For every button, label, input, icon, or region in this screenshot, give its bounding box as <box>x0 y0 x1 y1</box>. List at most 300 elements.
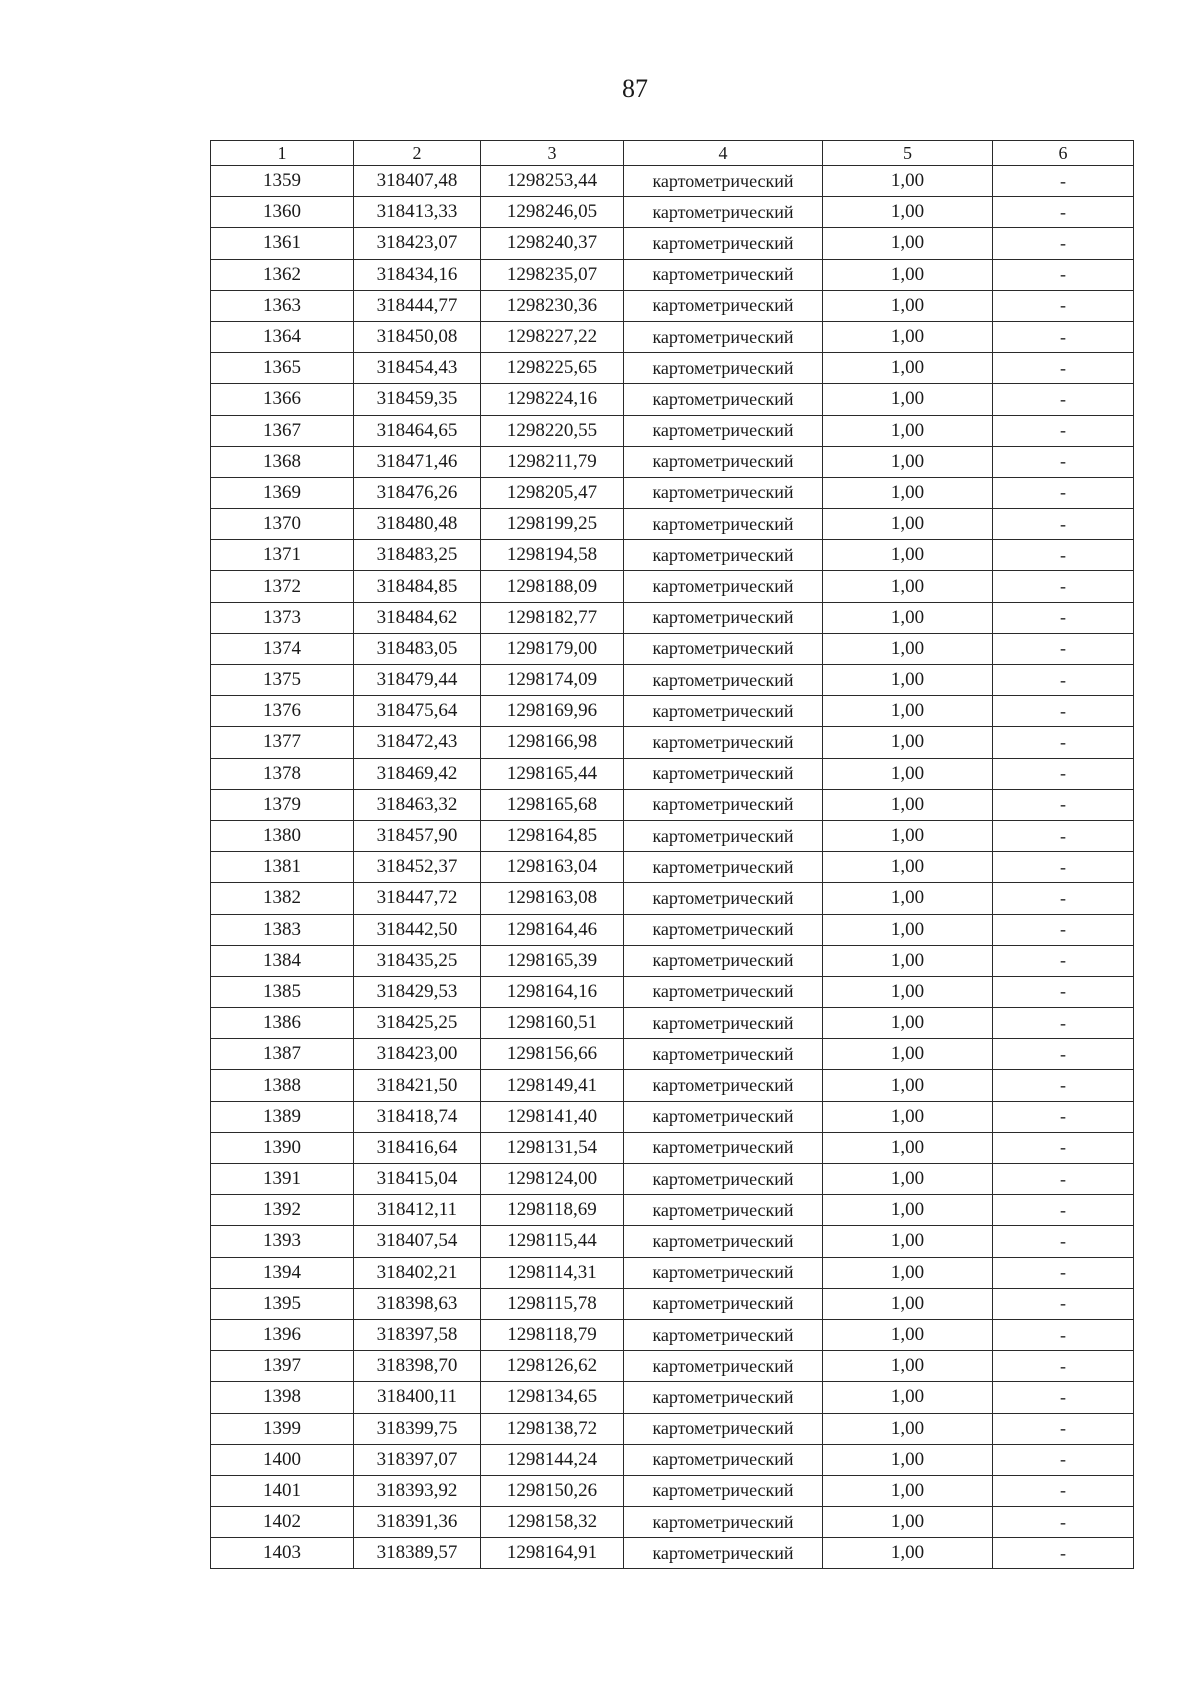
x-coordinate-cell: 318483,05 <box>354 633 481 664</box>
note-cell: - <box>993 758 1134 789</box>
accuracy-cell: 1,00 <box>823 1039 993 1070</box>
point-number-cell: 1383 <box>211 914 354 945</box>
accuracy-cell: 1,00 <box>823 415 993 446</box>
y-coordinate-cell: 1298169,96 <box>481 696 624 727</box>
method-cell: картометрический <box>624 1475 823 1506</box>
point-number-cell: 1369 <box>211 477 354 508</box>
table-row <box>211 1101 1134 1132</box>
point-number-cell: 1384 <box>211 945 354 976</box>
method-cell: картометрический <box>624 415 823 446</box>
accuracy-cell: 1,00 <box>823 1413 993 1444</box>
note-cell: - <box>993 820 1134 851</box>
table-row <box>211 1475 1134 1506</box>
table-row <box>211 789 1134 820</box>
note-cell: - <box>993 1195 1134 1226</box>
coordinates-table <box>210 140 1134 1569</box>
y-coordinate-cell: 1298205,47 <box>481 477 624 508</box>
x-coordinate-cell: 318429,53 <box>354 976 481 1007</box>
method-cell: картометрический <box>624 696 823 727</box>
point-number-cell: 1379 <box>211 789 354 820</box>
table-row <box>211 384 1134 415</box>
table-row <box>211 540 1134 571</box>
table-row <box>211 259 1134 290</box>
accuracy-cell: 1,00 <box>823 914 993 945</box>
point-number-cell: 1377 <box>211 727 354 758</box>
x-coordinate-cell: 318402,21 <box>354 1257 481 1288</box>
note-cell: - <box>993 602 1134 633</box>
point-number-cell: 1395 <box>211 1288 354 1319</box>
point-number-cell: 1386 <box>211 1008 354 1039</box>
note-cell: - <box>993 446 1134 477</box>
note-cell: - <box>993 477 1134 508</box>
table-row <box>211 166 1134 197</box>
accuracy-cell: 1,00 <box>823 1101 993 1132</box>
point-number-cell: 1399 <box>211 1413 354 1444</box>
y-coordinate-cell: 1298179,00 <box>481 633 624 664</box>
note-cell: - <box>993 259 1134 290</box>
method-cell: картометрический <box>624 1195 823 1226</box>
accuracy-cell: 1,00 <box>823 477 993 508</box>
accuracy-cell: 1,00 <box>823 852 993 883</box>
accuracy-cell: 1,00 <box>823 353 993 384</box>
x-coordinate-cell: 318418,74 <box>354 1101 481 1132</box>
y-coordinate-cell: 1298118,79 <box>481 1319 624 1350</box>
note-cell: - <box>993 509 1134 540</box>
point-number-cell: 1361 <box>211 228 354 259</box>
note-cell: - <box>993 1319 1134 1350</box>
table-row <box>211 509 1134 540</box>
note-cell: - <box>993 945 1134 976</box>
point-number-cell: 1385 <box>211 976 354 1007</box>
note-cell: - <box>993 789 1134 820</box>
method-cell: картометрический <box>624 883 823 914</box>
table-header-row <box>211 141 1134 166</box>
column-header: 6 <box>993 141 1134 166</box>
method-cell: картометрический <box>624 353 823 384</box>
y-coordinate-cell: 1298144,24 <box>481 1444 624 1475</box>
y-coordinate-cell: 1298230,36 <box>481 290 624 321</box>
y-coordinate-cell: 1298253,44 <box>481 166 624 197</box>
point-number-cell: 1401 <box>211 1475 354 1506</box>
point-number-cell: 1370 <box>211 509 354 540</box>
point-number-cell: 1366 <box>211 384 354 415</box>
method-cell: картометрический <box>624 384 823 415</box>
x-coordinate-cell: 318479,44 <box>354 665 481 696</box>
x-coordinate-cell: 318463,32 <box>354 789 481 820</box>
accuracy-cell: 1,00 <box>823 1444 993 1475</box>
x-coordinate-cell: 318447,72 <box>354 883 481 914</box>
point-number-cell: 1360 <box>211 197 354 228</box>
method-cell: картометрический <box>624 1382 823 1413</box>
x-coordinate-cell: 318469,42 <box>354 758 481 789</box>
table-body <box>211 166 1134 1569</box>
point-number-cell: 1387 <box>211 1039 354 1070</box>
table-row <box>211 1288 1134 1319</box>
table-row <box>211 1382 1134 1413</box>
table-row <box>211 633 1134 664</box>
x-coordinate-cell: 318444,77 <box>354 290 481 321</box>
note-cell: - <box>993 1226 1134 1257</box>
table-row <box>211 571 1134 602</box>
x-coordinate-cell: 318413,33 <box>354 197 481 228</box>
note-cell: - <box>993 1164 1134 1195</box>
note-cell: - <box>993 852 1134 883</box>
y-coordinate-cell: 1298149,41 <box>481 1070 624 1101</box>
y-coordinate-cell: 1298141,40 <box>481 1101 624 1132</box>
accuracy-cell: 1,00 <box>823 290 993 321</box>
point-number-cell: 1363 <box>211 290 354 321</box>
note-cell: - <box>993 415 1134 446</box>
accuracy-cell: 1,00 <box>823 976 993 1007</box>
y-coordinate-cell: 1298138,72 <box>481 1413 624 1444</box>
point-number-cell: 1371 <box>211 540 354 571</box>
table-row <box>211 945 1134 976</box>
y-coordinate-cell: 1298156,66 <box>481 1039 624 1070</box>
y-coordinate-cell: 1298164,16 <box>481 976 624 1007</box>
accuracy-cell: 1,00 <box>823 945 993 976</box>
note-cell: - <box>993 1475 1134 1506</box>
x-coordinate-cell: 318398,63 <box>354 1288 481 1319</box>
table-row <box>211 1132 1134 1163</box>
note-cell: - <box>993 1070 1134 1101</box>
method-cell: картометрический <box>624 1288 823 1319</box>
method-cell: картометрический <box>624 602 823 633</box>
point-number-cell: 1398 <box>211 1382 354 1413</box>
note-cell: - <box>993 353 1134 384</box>
column-header: 5 <box>823 141 993 166</box>
table-row <box>211 1413 1134 1444</box>
x-coordinate-cell: 318452,37 <box>354 852 481 883</box>
x-coordinate-cell: 318397,58 <box>354 1319 481 1350</box>
method-cell: картометрический <box>624 1444 823 1475</box>
table-row <box>211 1507 1134 1538</box>
point-number-cell: 1388 <box>211 1070 354 1101</box>
x-coordinate-cell: 318457,90 <box>354 820 481 851</box>
note-cell: - <box>993 976 1134 1007</box>
accuracy-cell: 1,00 <box>823 602 993 633</box>
accuracy-cell: 1,00 <box>823 1257 993 1288</box>
method-cell: картометрический <box>624 1351 823 1382</box>
y-coordinate-cell: 1298225,65 <box>481 353 624 384</box>
method-cell: картометрический <box>624 727 823 758</box>
point-number-cell: 1389 <box>211 1101 354 1132</box>
x-coordinate-cell: 318397,07 <box>354 1444 481 1475</box>
table-row <box>211 1444 1134 1475</box>
x-coordinate-cell: 318475,64 <box>354 696 481 727</box>
method-cell: картометрический <box>624 1039 823 1070</box>
note-cell: - <box>993 914 1134 945</box>
table-row <box>211 415 1134 446</box>
accuracy-cell: 1,00 <box>823 1382 993 1413</box>
y-coordinate-cell: 1298194,58 <box>481 540 624 571</box>
point-number-cell: 1375 <box>211 665 354 696</box>
y-coordinate-cell: 1298163,04 <box>481 852 624 883</box>
x-coordinate-cell: 318434,16 <box>354 259 481 290</box>
method-cell: картометрический <box>624 259 823 290</box>
y-coordinate-cell: 1298240,37 <box>481 228 624 259</box>
table-row <box>211 758 1134 789</box>
method-cell: картометрический <box>624 321 823 352</box>
table-row <box>211 1164 1134 1195</box>
table-row <box>211 1195 1134 1226</box>
note-cell: - <box>993 727 1134 758</box>
method-cell: картометрический <box>624 1226 823 1257</box>
column-header: 3 <box>481 141 624 166</box>
accuracy-cell: 1,00 <box>823 509 993 540</box>
accuracy-cell: 1,00 <box>823 727 993 758</box>
accuracy-cell: 1,00 <box>823 166 993 197</box>
x-coordinate-cell: 318435,25 <box>354 945 481 976</box>
accuracy-cell: 1,00 <box>823 446 993 477</box>
accuracy-cell: 1,00 <box>823 665 993 696</box>
accuracy-cell: 1,00 <box>823 1226 993 1257</box>
accuracy-cell: 1,00 <box>823 1538 993 1569</box>
method-cell: картометрический <box>624 477 823 508</box>
accuracy-cell: 1,00 <box>823 1319 993 1350</box>
x-coordinate-cell: 318471,46 <box>354 446 481 477</box>
point-number-cell: 1403 <box>211 1538 354 1569</box>
note-cell: - <box>993 1382 1134 1413</box>
note-cell: - <box>993 883 1134 914</box>
point-number-cell: 1376 <box>211 696 354 727</box>
table-row <box>211 446 1134 477</box>
x-coordinate-cell: 318423,00 <box>354 1039 481 1070</box>
y-coordinate-cell: 1298227,22 <box>481 321 624 352</box>
accuracy-cell: 1,00 <box>823 696 993 727</box>
y-coordinate-cell: 1298115,44 <box>481 1226 624 1257</box>
point-number-cell: 1400 <box>211 1444 354 1475</box>
method-cell: картометрический <box>624 540 823 571</box>
point-number-cell: 1362 <box>211 259 354 290</box>
accuracy-cell: 1,00 <box>823 259 993 290</box>
x-coordinate-cell: 318480,48 <box>354 509 481 540</box>
method-cell: картометрический <box>624 197 823 228</box>
point-number-cell: 1392 <box>211 1195 354 1226</box>
y-coordinate-cell: 1298224,16 <box>481 384 624 415</box>
y-coordinate-cell: 1298165,44 <box>481 758 624 789</box>
x-coordinate-cell: 318393,92 <box>354 1475 481 1506</box>
table-row <box>211 353 1134 384</box>
accuracy-cell: 1,00 <box>823 633 993 664</box>
table-row <box>211 477 1134 508</box>
table-row <box>211 228 1134 259</box>
method-cell: картометрический <box>624 1101 823 1132</box>
x-coordinate-cell: 318389,57 <box>354 1538 481 1569</box>
note-cell: - <box>993 1507 1134 1538</box>
column-header: 1 <box>211 141 354 166</box>
x-coordinate-cell: 318476,26 <box>354 477 481 508</box>
y-coordinate-cell: 1298220,55 <box>481 415 624 446</box>
table-row <box>211 696 1134 727</box>
y-coordinate-cell: 1298124,00 <box>481 1164 624 1195</box>
accuracy-cell: 1,00 <box>823 820 993 851</box>
x-coordinate-cell: 318412,11 <box>354 1195 481 1226</box>
y-coordinate-cell: 1298134,65 <box>481 1382 624 1413</box>
x-coordinate-cell: 318415,04 <box>354 1164 481 1195</box>
note-cell: - <box>993 1351 1134 1382</box>
note-cell: - <box>993 1413 1134 1444</box>
table-row <box>211 1008 1134 1039</box>
method-cell: картометрический <box>624 1164 823 1195</box>
accuracy-cell: 1,00 <box>823 758 993 789</box>
point-number-cell: 1367 <box>211 415 354 446</box>
note-cell: - <box>993 1132 1134 1163</box>
y-coordinate-cell: 1298199,25 <box>481 509 624 540</box>
point-number-cell: 1391 <box>211 1164 354 1195</box>
method-cell: картометрический <box>624 852 823 883</box>
table-row <box>211 1257 1134 1288</box>
table-row <box>211 290 1134 321</box>
method-cell: картометрический <box>624 1507 823 1538</box>
accuracy-cell: 1,00 <box>823 197 993 228</box>
point-number-cell: 1373 <box>211 602 354 633</box>
y-coordinate-cell: 1298165,39 <box>481 945 624 976</box>
table-row <box>211 883 1134 914</box>
page-number: 87 <box>622 74 648 103</box>
y-coordinate-cell: 1298164,46 <box>481 914 624 945</box>
x-coordinate-cell: 318407,48 <box>354 166 481 197</box>
y-coordinate-cell: 1298118,69 <box>481 1195 624 1226</box>
accuracy-cell: 1,00 <box>823 789 993 820</box>
accuracy-cell: 1,00 <box>823 1475 993 1506</box>
table-row <box>211 820 1134 851</box>
accuracy-cell: 1,00 <box>823 1351 993 1382</box>
column-header: 2 <box>354 141 481 166</box>
x-coordinate-cell: 318391,36 <box>354 1507 481 1538</box>
method-cell: картометрический <box>624 976 823 1007</box>
x-coordinate-cell: 318442,50 <box>354 914 481 945</box>
method-cell: картометрический <box>624 758 823 789</box>
accuracy-cell: 1,00 <box>823 1164 993 1195</box>
note-cell: - <box>993 1538 1134 1569</box>
method-cell: картометрический <box>624 1413 823 1444</box>
y-coordinate-cell: 1298182,77 <box>481 602 624 633</box>
method-cell: картометрический <box>624 1538 823 1569</box>
y-coordinate-cell: 1298235,07 <box>481 259 624 290</box>
table-row <box>211 914 1134 945</box>
point-number-cell: 1397 <box>211 1351 354 1382</box>
method-cell: картометрический <box>624 509 823 540</box>
note-cell: - <box>993 571 1134 602</box>
point-number-cell: 1368 <box>211 446 354 477</box>
note-cell: - <box>993 321 1134 352</box>
method-cell: картометрический <box>624 789 823 820</box>
accuracy-cell: 1,00 <box>823 1008 993 1039</box>
accuracy-cell: 1,00 <box>823 1070 993 1101</box>
x-coordinate-cell: 318472,43 <box>354 727 481 758</box>
table-row <box>211 852 1134 883</box>
point-number-cell: 1380 <box>211 820 354 851</box>
accuracy-cell: 1,00 <box>823 883 993 914</box>
y-coordinate-cell: 1298165,68 <box>481 789 624 820</box>
method-cell: картометрический <box>624 633 823 664</box>
method-cell: картометрический <box>624 290 823 321</box>
note-cell: - <box>993 1008 1134 1039</box>
x-coordinate-cell: 318459,35 <box>354 384 481 415</box>
accuracy-cell: 1,00 <box>823 228 993 259</box>
x-coordinate-cell: 318398,70 <box>354 1351 481 1382</box>
x-coordinate-cell: 318407,54 <box>354 1226 481 1257</box>
y-coordinate-cell: 1298246,05 <box>481 197 624 228</box>
note-cell: - <box>993 197 1134 228</box>
x-coordinate-cell: 318423,07 <box>354 228 481 259</box>
note-cell: - <box>993 1101 1134 1132</box>
x-coordinate-cell: 318400,11 <box>354 1382 481 1413</box>
accuracy-cell: 1,00 <box>823 384 993 415</box>
table-row <box>211 1070 1134 1101</box>
point-number-cell: 1402 <box>211 1507 354 1538</box>
x-coordinate-cell: 318425,25 <box>354 1008 481 1039</box>
method-cell: картометрический <box>624 228 823 259</box>
point-number-cell: 1396 <box>211 1319 354 1350</box>
table-row <box>211 1538 1134 1569</box>
point-number-cell: 1378 <box>211 758 354 789</box>
method-cell: картометрический <box>624 820 823 851</box>
table-row <box>211 665 1134 696</box>
method-cell: картометрический <box>624 945 823 976</box>
y-coordinate-cell: 1298115,78 <box>481 1288 624 1319</box>
y-coordinate-cell: 1298126,62 <box>481 1351 624 1382</box>
x-coordinate-cell: 318483,25 <box>354 540 481 571</box>
accuracy-cell: 1,00 <box>823 1507 993 1538</box>
x-coordinate-cell: 318421,50 <box>354 1070 481 1101</box>
accuracy-cell: 1,00 <box>823 540 993 571</box>
method-cell: картометрический <box>624 446 823 477</box>
point-number-cell: 1393 <box>211 1226 354 1257</box>
point-number-cell: 1365 <box>211 353 354 384</box>
x-coordinate-cell: 318454,43 <box>354 353 481 384</box>
y-coordinate-cell: 1298131,54 <box>481 1132 624 1163</box>
y-coordinate-cell: 1298164,91 <box>481 1538 624 1569</box>
accuracy-cell: 1,00 <box>823 1132 993 1163</box>
point-number-cell: 1374 <box>211 633 354 664</box>
point-number-cell: 1382 <box>211 883 354 914</box>
point-number-cell: 1390 <box>211 1132 354 1163</box>
note-cell: - <box>993 633 1134 664</box>
point-number-cell: 1394 <box>211 1257 354 1288</box>
note-cell: - <box>993 228 1134 259</box>
table-row <box>211 1226 1134 1257</box>
note-cell: - <box>993 1444 1134 1475</box>
y-coordinate-cell: 1298164,85 <box>481 820 624 851</box>
accuracy-cell: 1,00 <box>823 1288 993 1319</box>
table-row <box>211 1351 1134 1382</box>
y-coordinate-cell: 1298174,09 <box>481 665 624 696</box>
x-coordinate-cell: 318399,75 <box>354 1413 481 1444</box>
note-cell: - <box>993 696 1134 727</box>
table-row <box>211 1319 1134 1350</box>
note-cell: - <box>993 1257 1134 1288</box>
point-number-cell: 1364 <box>211 321 354 352</box>
point-number-cell: 1359 <box>211 166 354 197</box>
table-row <box>211 727 1134 758</box>
method-cell: картометрический <box>624 1070 823 1101</box>
x-coordinate-cell: 318450,08 <box>354 321 481 352</box>
note-cell: - <box>993 665 1134 696</box>
method-cell: картометрический <box>624 1008 823 1039</box>
y-coordinate-cell: 1298163,08 <box>481 883 624 914</box>
note-cell: - <box>993 1288 1134 1319</box>
y-coordinate-cell: 1298158,32 <box>481 1507 624 1538</box>
method-cell: картометрический <box>624 1257 823 1288</box>
note-cell: - <box>993 166 1134 197</box>
accuracy-cell: 1,00 <box>823 321 993 352</box>
method-cell: картометрический <box>624 166 823 197</box>
x-coordinate-cell: 318484,62 <box>354 602 481 633</box>
table-row <box>211 321 1134 352</box>
method-cell: картометрический <box>624 914 823 945</box>
y-coordinate-cell: 1298160,51 <box>481 1008 624 1039</box>
